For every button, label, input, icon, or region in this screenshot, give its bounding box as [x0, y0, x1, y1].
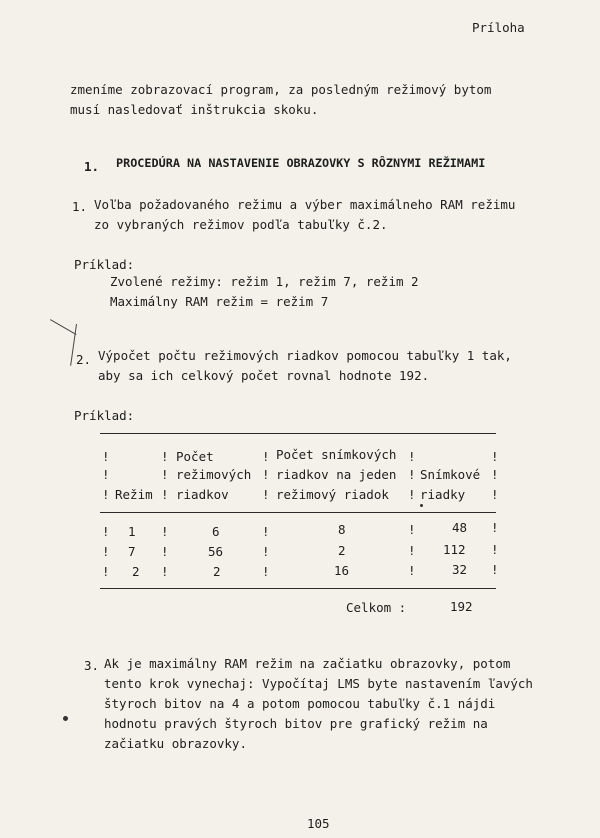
step-1-number: 1.	[72, 199, 88, 214]
separator: !	[262, 487, 270, 502]
header-total-line-1: Snímkové	[420, 467, 481, 482]
step-3-line-4: hodnotu pravých štyroch bitov pre grafický režim na	[104, 716, 488, 731]
separator: !	[102, 524, 110, 539]
separator: !	[491, 520, 499, 535]
step-3-line-5: začiatku obrazovky.	[104, 736, 247, 751]
section-title: PROCEDÚRA NA NASTAVENIE OBRAZOVKY S RÔZNYMI REŽIMAMI	[116, 156, 486, 170]
table-bottom-rule	[100, 588, 496, 589]
separator: !	[102, 487, 110, 502]
header-scanlines-line-3: režimový riadok	[276, 487, 389, 502]
separator: !	[161, 467, 169, 482]
step-3-line-3: štyroch bitov na 4 a potom pomocou tabuľky č.1 nájdi	[104, 696, 496, 711]
separator: !	[161, 487, 169, 502]
step-3-line-1: Ak je maximálny RAM režim na začiatku obrazovky, potom	[104, 656, 511, 671]
separator: !	[161, 524, 169, 539]
cell-mode: 7	[128, 544, 136, 559]
separator: !	[408, 543, 416, 558]
separator: !	[102, 564, 110, 579]
separator: !	[262, 564, 270, 579]
speck	[63, 716, 68, 721]
header-total-line-2: riadky	[420, 487, 466, 502]
separator: !	[491, 542, 499, 557]
separator: !	[262, 467, 270, 482]
separator: !	[262, 524, 270, 539]
separator: !	[262, 449, 270, 464]
separator: !	[262, 544, 270, 559]
step-3-number: 3.	[84, 658, 100, 673]
cell-scanlines: 2	[338, 543, 346, 558]
separator: !	[491, 449, 499, 464]
example-1-line-1: Zvolené režimy: režim 1, režim 7, režim 2	[110, 274, 419, 289]
header-scanlines-line-1: Počet snímkových	[276, 447, 397, 462]
intro-line-1: zmeníme zobrazovací program, za posledným režimový bytom	[70, 82, 492, 97]
cell-total: 48	[452, 520, 468, 535]
step-3-line-2: tento krok vynechaj: Vypočítaj LMS byte nastavením ľavých	[104, 676, 533, 691]
appendix-label: Príloha	[472, 20, 525, 35]
example-1-line-2: Maximálny RAM režim = režim 7	[110, 294, 329, 309]
pencil-mark	[50, 319, 76, 335]
header-count-line-3: riadkov	[176, 487, 229, 502]
cell-scanlines: 8	[338, 522, 346, 537]
separator: !	[161, 564, 169, 579]
step-1-line-1: Voľba požadovaného režimu a výber maximálneho RAM režimu	[94, 197, 516, 212]
separator: !	[408, 487, 416, 502]
table-top-rule	[100, 433, 496, 434]
cell-mode: 1	[128, 524, 136, 539]
step-2-line-1: Výpočet počtu režimových riadkov pomocou tabuľky 1 tak,	[98, 348, 512, 363]
separator: !	[102, 467, 110, 482]
separator: !	[161, 449, 169, 464]
cell-mode: 2	[132, 564, 140, 579]
step-2-line-2: aby sa ich celkový počet rovnal hodnote 192.	[98, 368, 430, 383]
section-number: 1.	[84, 159, 100, 174]
cell-count: 2	[213, 564, 221, 579]
intro-line-2: musí nasledovať inštrukcia skoku.	[70, 102, 319, 117]
separator: !	[408, 467, 416, 482]
total-label: Celkom :	[346, 600, 407, 615]
separator: !	[161, 544, 169, 559]
cell-count: 6	[212, 524, 220, 539]
header-scanlines-line-2: riadkov na jeden	[276, 467, 397, 482]
page-number: 105	[307, 816, 330, 831]
cell-total: 32	[452, 562, 468, 577]
separator: !	[408, 449, 416, 464]
header-count-line-2: režimových	[176, 467, 252, 482]
total-value: 192	[450, 599, 473, 614]
separator: !	[102, 544, 110, 559]
speck	[420, 504, 423, 507]
separator: !	[102, 449, 110, 464]
step-2-number: 2.	[76, 352, 92, 367]
cell-scanlines: 16	[334, 563, 350, 578]
table-header-rule	[100, 512, 496, 513]
step-1-line-2: zo vybraných režimov podľa tabuľky č.2.	[94, 217, 388, 232]
example-1-label: Príklad:	[74, 257, 135, 272]
separator: !	[491, 467, 499, 482]
header-mode: Režim	[115, 487, 153, 502]
cell-total: 112	[443, 542, 466, 557]
separator: !	[491, 487, 499, 502]
separator: !	[408, 563, 416, 578]
separator: !	[491, 562, 499, 577]
header-count-line-1: Počet	[176, 449, 214, 464]
example-2-label: Príklad:	[74, 408, 135, 423]
separator: !	[408, 522, 416, 537]
cell-count: 56	[208, 544, 224, 559]
